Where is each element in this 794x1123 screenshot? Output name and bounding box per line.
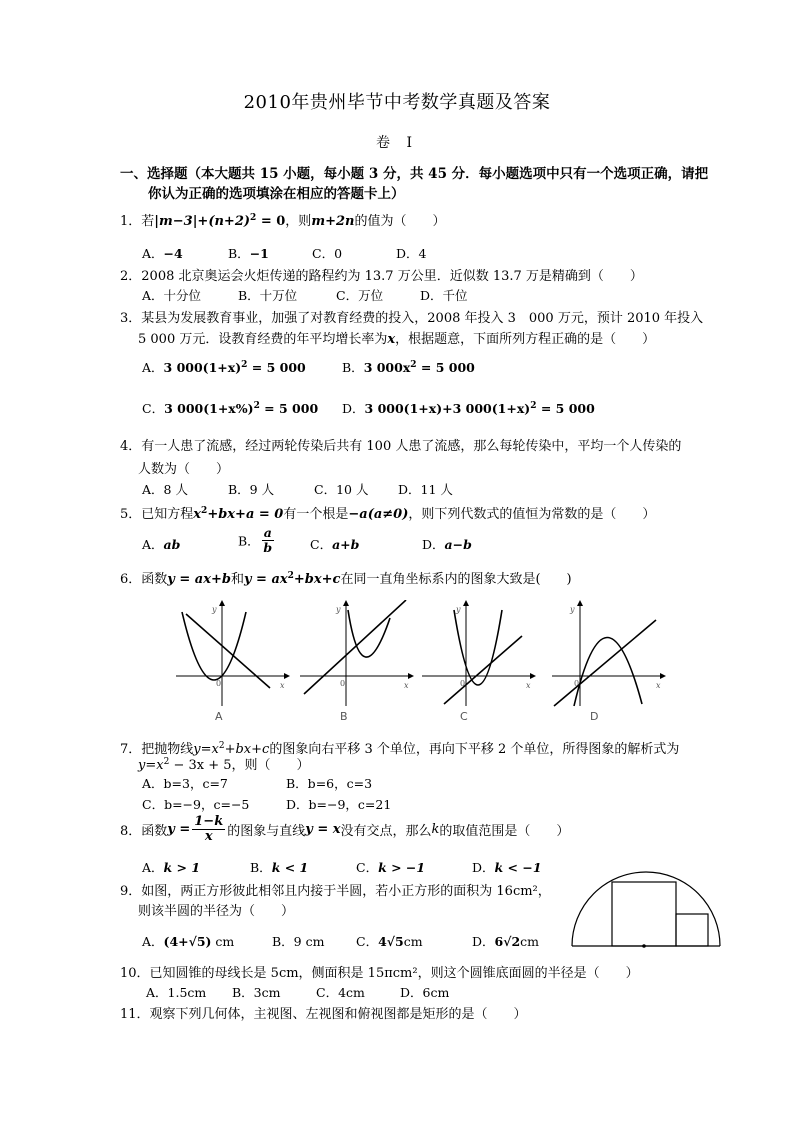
- question-1: [120, 210, 445, 229]
- q3-option-d: D．3 000(1+x)+3 $000(1+x)^2 = 5$ 000: [342, 401, 595, 416]
- question-3: 3．某县为发展教育事业，加强了对教育经费的投入，2008 年投入 3 000 万元，预计 2010 年投入: [120, 311, 704, 326]
- q10-option-d: D．6cm: [400, 985, 450, 1000]
- question-7: 7．把抛物线$y=x^2+bx+c$的图象向右平移 3 个单位，再向下平移 2 个单位，所得图象的解析式为: [120, 741, 680, 757]
- q3-option-c: C．3 $000(1+x\%)^2 = 5$ 000: [142, 401, 319, 416]
- q10-option-b: B．3cm: [232, 985, 281, 1000]
- graph-b-label: B: [340, 710, 348, 723]
- q9-option-a: A．(4+√5) cm: [142, 934, 235, 949]
- q7-option-c: C．b=−9，c=−5: [142, 797, 250, 812]
- svg-text:x: x: [656, 681, 661, 690]
- question-11: 11．观察下列几何体，主视图、左视图和俯视图都是矩形的是（ ）: [120, 1007, 527, 1022]
- svg-text:x: x: [280, 681, 285, 690]
- q9-option-b: B．9 cm: [272, 934, 325, 949]
- svg-text:y: y: [570, 605, 575, 614]
- question-9: 9．如图，两正方形彼此相邻且内接于半圆，若小正方形的面积为 16cm²，: [120, 884, 551, 899]
- q1-option-c: C．0: [312, 246, 343, 261]
- q1-exp: 2: [250, 213, 257, 223]
- graph-d-label: D: [590, 710, 599, 723]
- question-6: 6．函数y = ax+b和$y = ax^2+bx+c$在同一直角坐标系内的图象大致是( ): [120, 571, 572, 587]
- graph-d: [548, 600, 666, 710]
- q1-expr: |m−3|+(n+2): [154, 214, 251, 229]
- q5-option-d: D．a−b: [422, 537, 472, 552]
- q2-option-d: D．千位: [420, 288, 468, 303]
- q10-option-c: C．4cm: [316, 985, 365, 1000]
- svg-text:y: y: [212, 605, 217, 614]
- svg-text:0: 0: [340, 679, 346, 688]
- q8-option-b: B．k < 1: [250, 860, 309, 875]
- graph-c: [418, 600, 536, 710]
- q9-option-c: C．4√5cm: [356, 934, 423, 949]
- q1-tail: 的值为（ ）: [354, 214, 446, 229]
- svg-text:x: x: [526, 681, 531, 690]
- svg-text:y: y: [456, 605, 461, 614]
- q1-option-b: B．−1: [228, 246, 269, 261]
- graph-a-label: A: [215, 710, 223, 723]
- svg-text:0: 0: [460, 679, 466, 688]
- svg-text:x: x: [404, 681, 409, 690]
- q3-option-b: B．3 $000x^2 = 5$ 000: [342, 360, 475, 375]
- q8-option-d: D．k < −1: [472, 860, 542, 875]
- q5-option-b: B． $\frac{a}{b}$: [238, 525, 273, 555]
- question-3-cont: 5 000 万元．设教育经费的年平均增长率为x，根据题意，下面所列方程正确的是（ ）: [138, 332, 656, 347]
- graph-a: [172, 600, 290, 710]
- page-title: 2010年贵州毕节中考数学真题及答案: [243, 92, 551, 113]
- question-10: 10．已知圆锥的母线长是 5cm，侧面积是 15πcm²，则这个圆锥底面圆的半径是（ ）: [120, 966, 639, 981]
- q8-option-c: C．k > −1: [356, 860, 426, 875]
- q2-option-c: C．万位: [336, 288, 384, 303]
- q1-mid: ，则: [285, 214, 312, 229]
- q1-expr-tail: = 0: [256, 214, 286, 229]
- q5-option-c: C．a+b: [310, 537, 360, 552]
- graph-c-label: C: [460, 710, 468, 723]
- q5-b-num: a: [263, 525, 272, 540]
- svg-text:y: y: [336, 605, 341, 614]
- q7-option-b: B．b=6，c=3: [286, 776, 373, 791]
- q2-option-b: B．十万位: [238, 288, 298, 303]
- q1-option-d: D．4: [396, 246, 427, 261]
- question-9-cont: 则该半圆的半径为（ ）: [138, 904, 295, 919]
- question-8: 8．函数y = $\frac{1-k}{x}$ 的图象与直线y = x没有交点，那么k的取值范围是（ ）: [120, 814, 570, 844]
- q1-num: 1．若: [120, 214, 155, 229]
- q5-option-a: A．ab: [142, 537, 181, 552]
- q4-option-a: A．8 人: [142, 482, 188, 497]
- q7-option-d: D．b=−9，c=21: [286, 797, 392, 812]
- q10-option-a: A．1.5cm: [146, 985, 207, 1000]
- question-5: 5．已知方程$x^2+bx+a = 0$有一个根是−a(a≠0)，则下列代数式的值恒为常数的是（ ）: [120, 506, 656, 522]
- q9-option-d: D．6√2cm: [472, 934, 540, 949]
- section-heading-cont: 你认为正确的选项填涂在相应的答题卡上）: [148, 186, 405, 202]
- svg-text:0: 0: [574, 679, 580, 688]
- graph-b: [296, 600, 414, 710]
- q3-option-a: A．3 $000(1+x)^2 = 5$ 000: [142, 360, 306, 375]
- q4-option-d: D．11 人: [398, 482, 453, 497]
- q8-frac-num: 1−k: [194, 814, 224, 829]
- question-2: 2．2008 北京奥运会火炬传递的路程约为 13.7 万公里．近似数 13.7 万是精确到（ ）: [120, 269, 643, 284]
- question-4-cont: 人数为（ ）: [138, 462, 230, 477]
- q8-frac-den: x: [204, 829, 213, 844]
- question-4: 4．有一人患了流感，经过两轮传染后共有 100 人患了流感，那么每轮传染中，平均一个人传染的: [120, 439, 682, 454]
- q4-option-b: B．9 人: [228, 482, 275, 497]
- q1-expr2: m+2n: [311, 214, 355, 229]
- q4-option-c: C．10 人: [314, 482, 369, 497]
- q8-option-a: A．k > 1: [142, 860, 201, 875]
- q5-b-den: b: [263, 540, 273, 555]
- svg-text:0: 0: [216, 679, 222, 688]
- section-heading: 一、选择题（本大题共 15 小题，每小题 3 分，共 45 分．每小题选项中只有一个选项正确，请把: [120, 166, 709, 182]
- question-7-cont: $y=x^2 - 3x + 5$，则（ ）: [138, 757, 310, 773]
- volume-label: 卷 Ⅰ: [376, 135, 418, 151]
- semicircle-squares-figure: [568, 860, 724, 950]
- q7-option-a: A．b=3，c=7: [142, 776, 228, 791]
- q2-option-a: A．十分位: [142, 288, 202, 303]
- q1-option-a: A．−4: [142, 246, 183, 261]
